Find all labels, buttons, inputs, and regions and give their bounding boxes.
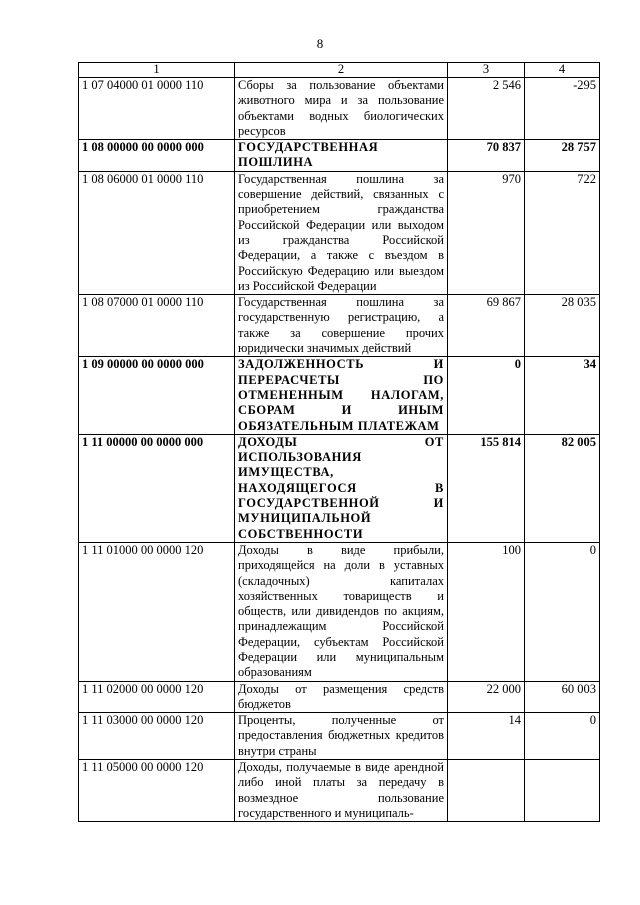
table-row (79, 760, 600, 822)
value-col-3: 155 814 (448, 434, 525, 542)
value-col-4: 28 035 (525, 295, 600, 357)
income-name: Проценты, полученные от предоставления бюджетных кредитов внутри страны (235, 713, 448, 760)
budget-code: 1 08 00000 00 0000 000 (79, 140, 235, 172)
budget-code: 1 07 04000 01 0000 110 (79, 78, 235, 140)
budget-code: 1 08 07000 01 0000 110 (79, 295, 235, 357)
value-col-4: 34 (525, 357, 600, 434)
value-col-4: 60 003 (525, 681, 600, 713)
table-row (79, 78, 600, 140)
header-row (79, 63, 600, 78)
table-row (79, 295, 600, 357)
income-name: Доходы, получаемые в виде арендной либо иной платы за передачу в возмездное пользование государственного и муниципаль- (235, 760, 448, 822)
income-name: Доходы от размещения средств бюджетов (235, 681, 448, 713)
income-name: Доходы в виде прибыли, приходящейся на доли в уставных (складочных) капиталах хозяйственных товариществ и обществ, или дивидендов по акциям, принадлежащим Российской Федерации, субъектам Российской Федерации или муниципальным образованиям (235, 542, 448, 681)
budget-code: 1 11 03000 00 0000 120 (79, 713, 235, 760)
income-name: Государственная пошлина за совершение действий, связанных с приобретением гражданства Российской Федерации или выходом из гражданства Российской Федерации, а также с въездом в Российскую Федерацию или выездом из Российской Федерации (235, 171, 448, 294)
header-col-2: 2 (235, 63, 448, 78)
budget-code: 1 11 00000 00 0000 000 (79, 434, 235, 542)
table-row (79, 357, 600, 434)
value-col-4: 82 005 (525, 434, 600, 542)
value-col-4 (525, 760, 600, 822)
value-col-4: 722 (525, 171, 600, 294)
value-col-3: 70 837 (448, 140, 525, 172)
header-col-1: 1 (79, 63, 235, 78)
budget-code: 1 11 01000 00 0000 120 (79, 542, 235, 681)
value-col-3: 22 000 (448, 681, 525, 713)
budget-code: 1 11 02000 00 0000 120 (79, 681, 235, 713)
header-col-3: 3 (448, 63, 525, 78)
budget-code: 1 09 00000 00 0000 000 (79, 357, 235, 434)
budget-table (78, 62, 600, 822)
value-col-4: 0 (525, 542, 600, 681)
value-col-3: 970 (448, 171, 525, 294)
table-row (79, 542, 600, 681)
value-col-3 (448, 760, 525, 822)
budget-code: 1 08 06000 01 0000 110 (79, 171, 235, 294)
value-col-3: 100 (448, 542, 525, 681)
income-name: ГОСУДАРСТВЕННАЯ ПОШЛИНА (235, 140, 448, 172)
income-name: Государственная пошлина за государственную регистрацию, а также за совершение прочих юридически значимых действий (235, 295, 448, 357)
table-row (79, 171, 600, 294)
value-col-4: 0 (525, 713, 600, 760)
value-col-3: 0 (448, 357, 525, 434)
value-col-3: 69 867 (448, 295, 525, 357)
value-col-3: 14 (448, 713, 525, 760)
table-row (79, 713, 600, 760)
header-col-4: 4 (525, 63, 600, 78)
value-col-3: 2 546 (448, 78, 525, 140)
income-name: Сборы за пользование объектами животного мира и за пользование объектами водных биологических ресурсов (235, 78, 448, 140)
table-row (79, 140, 600, 172)
budget-code: 1 11 05000 00 0000 120 (79, 760, 235, 822)
page-number: 8 (316, 36, 324, 51)
table-row (79, 681, 600, 713)
value-col-4: 28 757 (525, 140, 600, 172)
income-name: ЗАДОЛЖЕННОСТЬ И ПЕРЕРАСЧЕТЫ ПО ОТМЕНЕННЫМ НАЛОГАМ, СБОРАМ И ИНЫМ ОБЯЗАТЕЛЬНЫМ ПЛАТЕЖАМ (235, 357, 448, 434)
value-col-4: -295 (525, 78, 600, 140)
table-row (79, 434, 600, 542)
income-name: ДОХОДЫ ОТ ИСПОЛЬЗОВАНИЯ ИМУЩЕСТВА, НАХОДЯЩЕГОСЯ В ГОСУДАРСТВЕННОЙ И МУНИЦИПАЛЬНОЙ СОБСТВЕННОСТИ (235, 434, 448, 542)
